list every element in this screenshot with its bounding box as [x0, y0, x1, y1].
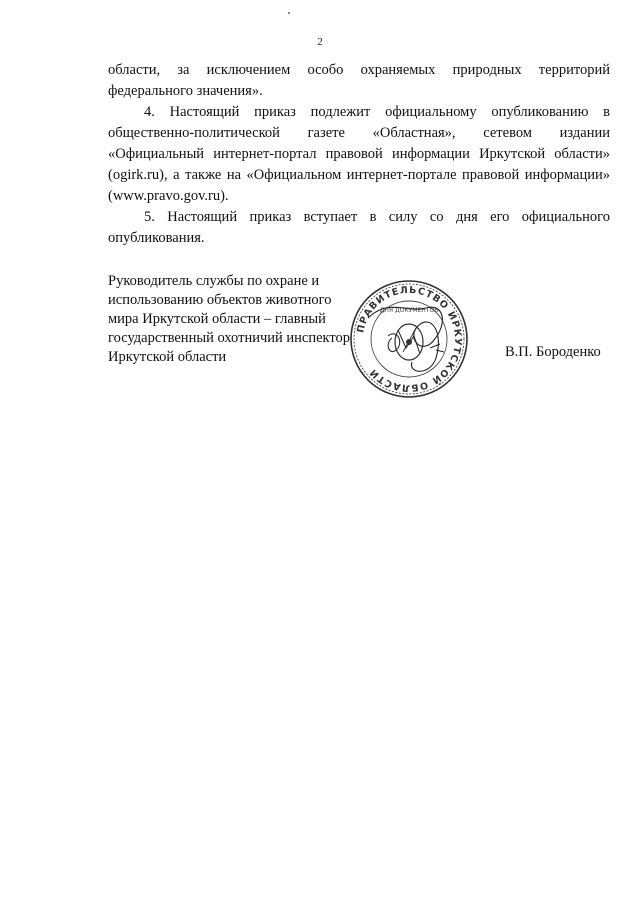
body-text	[108, 60, 610, 249]
signatory-position-line: использованию объектов животного	[108, 292, 332, 308]
signatory-position-line: государственный охотничий инспектор	[108, 330, 351, 346]
signatory-position	[108, 272, 368, 367]
paragraph-item-4: 4. Настоящий приказ подлежит официальному опубликованию в общественно-политической газете «Областная», сетевом издании «Официальный интернет-портал правовой информации Иркутской области» (ogirk.ru), а также на «Официальном интернет-портале правовой информации» (www.pravo.gov.ru).	[108, 104, 610, 204]
signatory-position-line: Иркутской области	[108, 349, 227, 365]
svg-text:ПРАВИТЕЛЬСТВО ИРКУТСКОЙ ОБЛАСТ: ПРАВИТЕЛЬСТВО ИРКУТСКОЙ ОБЛАСТИ	[355, 284, 464, 394]
scan-speck	[288, 12, 290, 14]
svg-text:ДЛЯ ДОКУМЕНТОВ: ДЛЯ ДОКУМЕНТОВ	[379, 307, 439, 314]
official-seal-stamp	[348, 278, 470, 400]
paragraph-continuation: области, за исключением особо охраняемых природных территорий федерального значения».	[108, 62, 610, 99]
paragraph-item-5: 5. Настоящий приказ вступает в силу со дня его официального опубликования.	[108, 209, 610, 246]
signatory-position-line: мира Иркутской области – главный	[108, 311, 326, 327]
signatory-name: В.П. Бороденко	[505, 344, 601, 360]
page-number: 2	[317, 36, 323, 48]
signatory-position-line: Руководитель службы по охране и	[108, 273, 320, 289]
